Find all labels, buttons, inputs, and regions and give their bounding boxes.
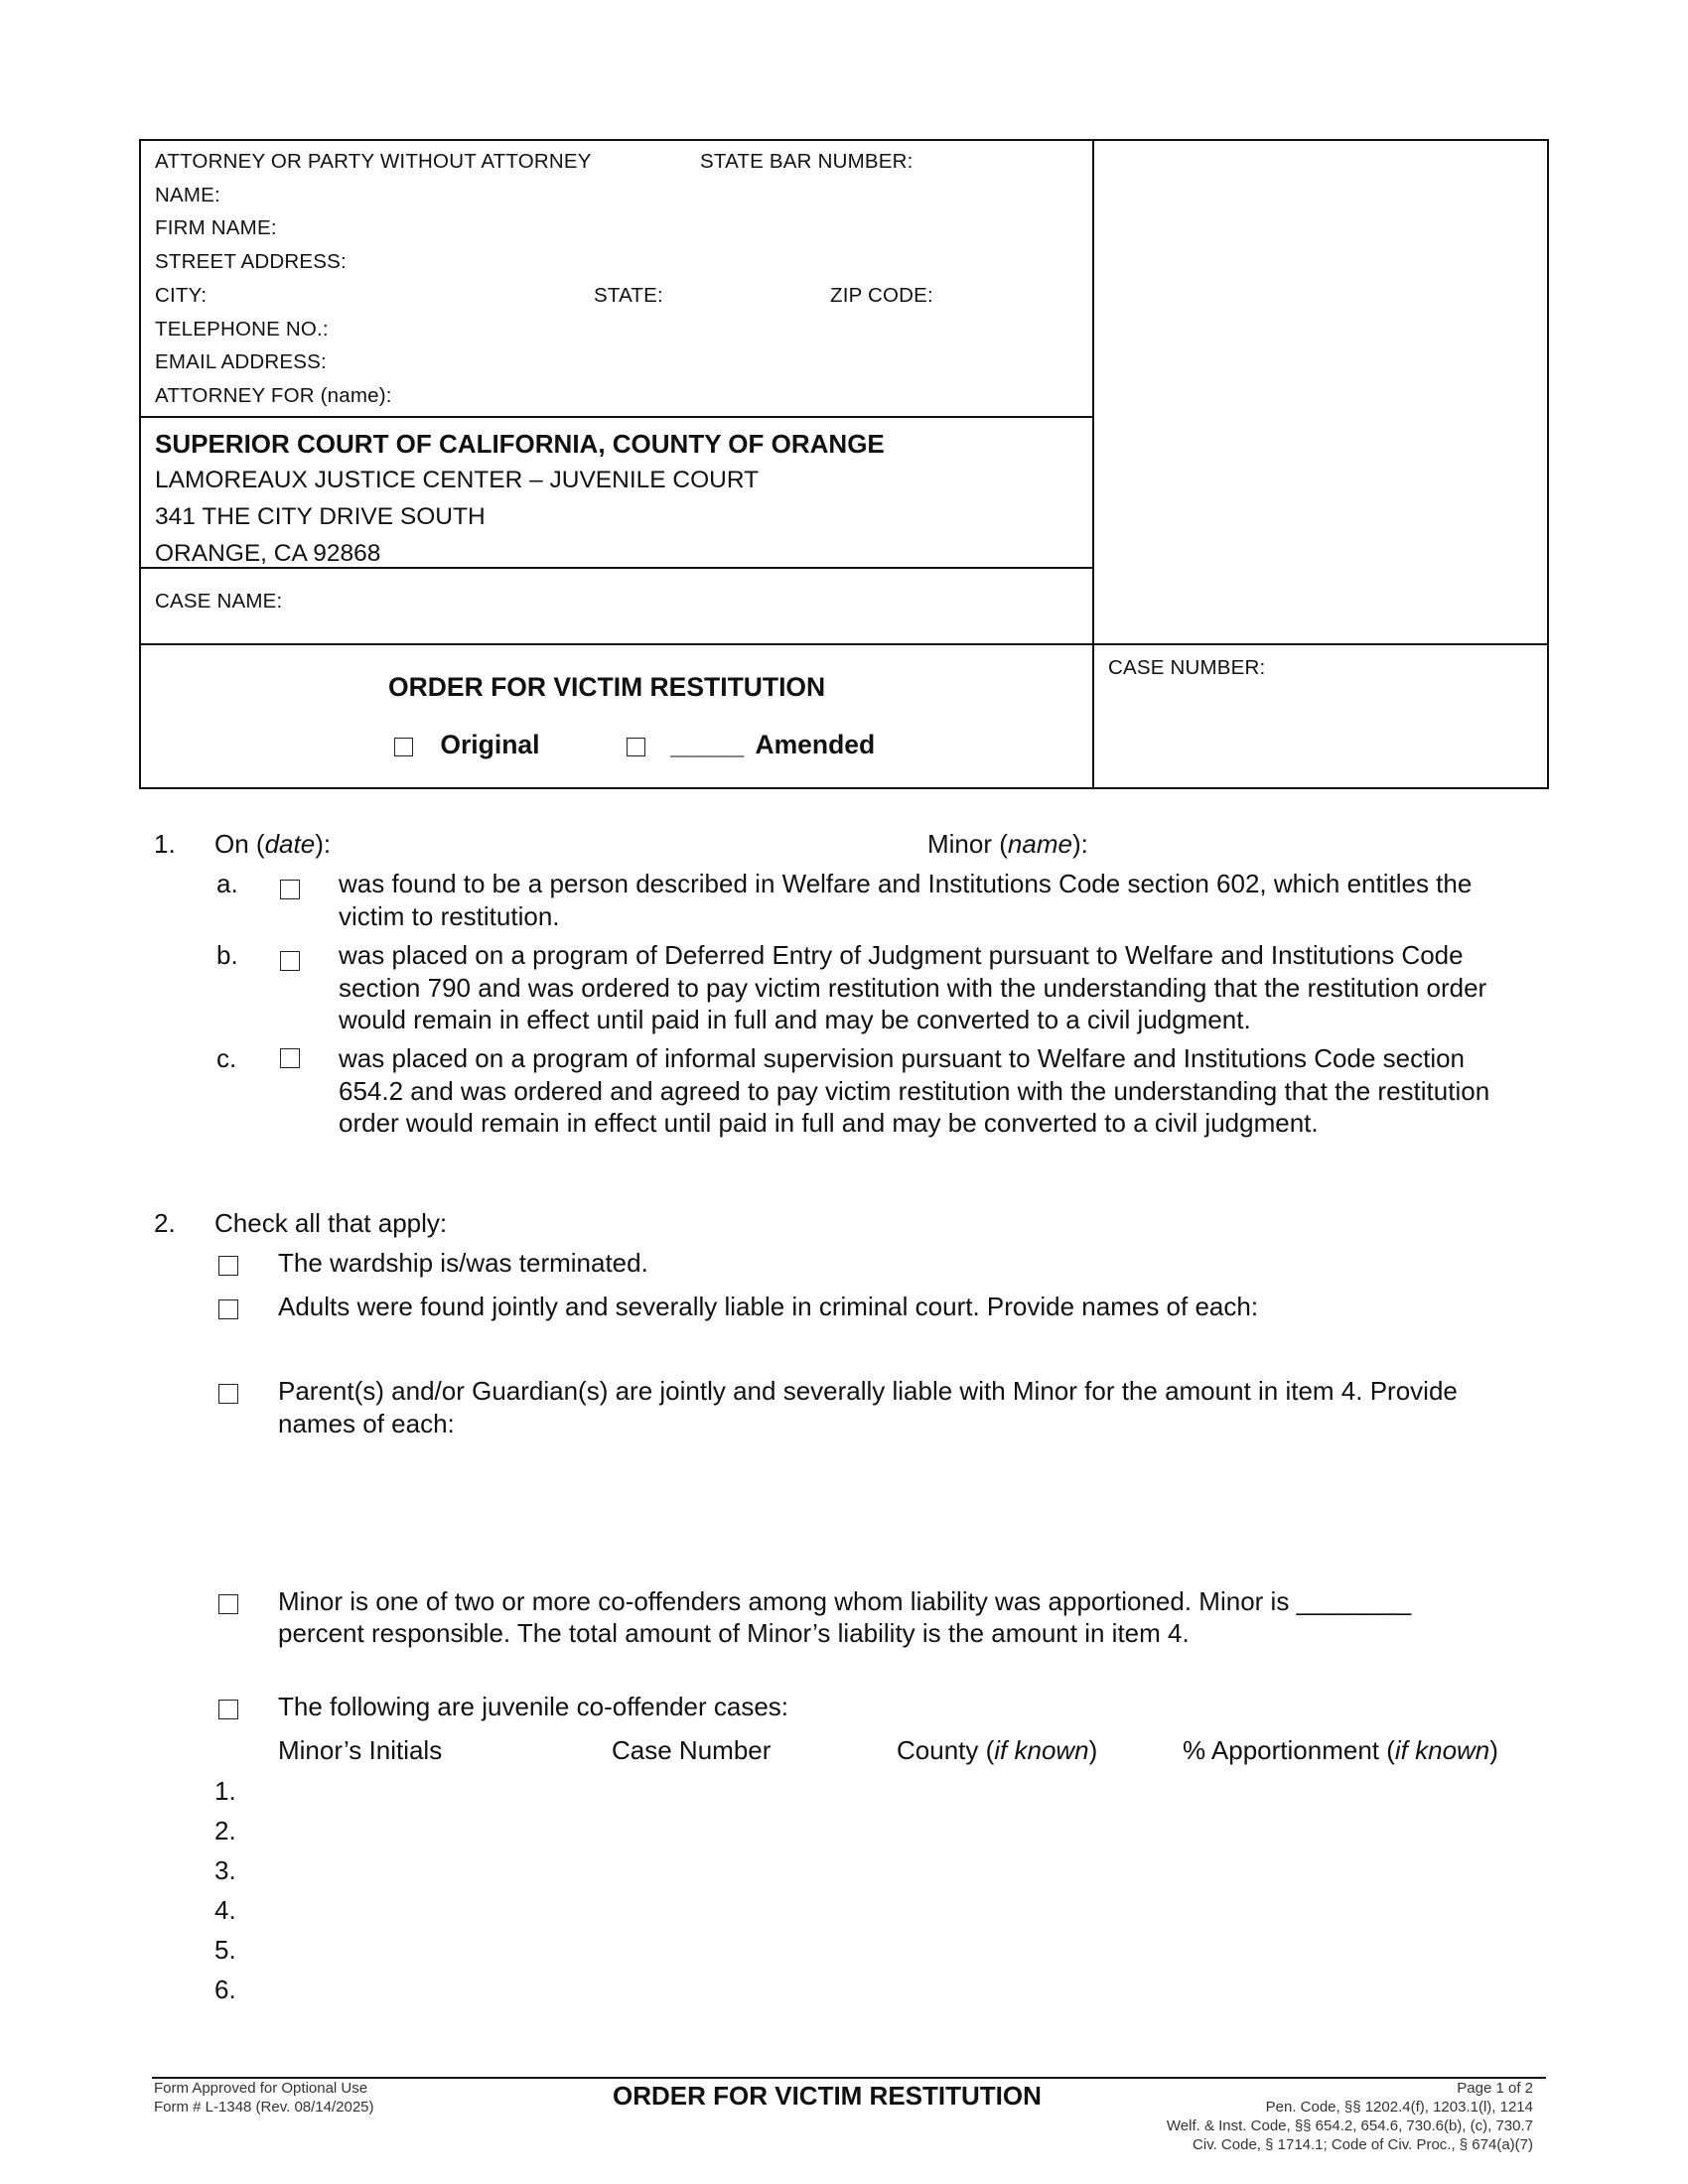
footer-page-number: Page 1 of 2 — [1457, 2080, 1533, 2097]
coffender-row: 5. — [214, 1935, 236, 1965]
item2-number: 2. — [154, 1208, 176, 1238]
col-minor-initials: Minor’s Initials — [278, 1735, 443, 1765]
coffender-row: 1. — [214, 1776, 236, 1806]
court-title: SUPERIOR COURT OF CALIFORNIA, COUNTY OF ORANGE — [155, 429, 885, 459]
juvenile-coffender-text: The following are juvenile co-offender cases: — [278, 1692, 789, 1721]
item1a-checkbox[interactable] — [280, 880, 300, 899]
adults-text: Adults were found jointly and severally liable in criminal court. Provide names of each: — [278, 1292, 1259, 1321]
case-number-label: CASE NUMBER: — [1108, 656, 1266, 679]
coffender-checkbox[interactable] — [218, 1594, 238, 1614]
name-label: NAME: — [155, 184, 220, 206]
item1b-checkbox[interactable] — [280, 951, 300, 971]
footer-citation-penal: Pen. Code, §§ 1202.4(f), 1203.1(l), 1214 — [1265, 2099, 1533, 2116]
percent-blank[interactable]: ________ — [1296, 1586, 1412, 1616]
footer-citation-civil: Civ. Code, § 1714.1; Code of Civ. Proc., § 674(a)(7) — [1193, 2136, 1533, 2153]
item1-date-label: On (date): — [214, 829, 332, 859]
court-street: 341 THE CITY DRIVE SOUTH — [155, 503, 486, 530]
item1b-letter: b. — [216, 940, 238, 970]
item1b-text: was placed on a program of Deferred Entry of Judgment pursuant to Welfare and Institutions Code section 790 and was ordered to pay victim restitution with the understanding that the restitution order would remain in effect until paid in full and may be converted to a civil judgment. — [339, 940, 1487, 1034]
wardship-checkbox[interactable] — [218, 1256, 238, 1276]
original-label: Original — [440, 730, 540, 759]
city-label: CITY: — [155, 284, 208, 307]
item1a-text: was found to be a person described in Welfare and Institutions Code section 602, which entitles the victim to restitution. — [339, 869, 1473, 931]
case-name-label: CASE NAME: — [155, 590, 283, 613]
court-location: LAMOREAUX JUSTICE CENTER – JUVENILE COURT — [155, 467, 760, 493]
wardship-text: The wardship is/was terminated. — [278, 1248, 648, 1278]
coffender-row: 3. — [214, 1855, 236, 1885]
zip-code-label: ZIP CODE: — [830, 284, 933, 307]
attorney-for-label: ATTORNEY FOR (name): — [155, 384, 392, 407]
firm-name-label: FIRM NAME: — [155, 216, 277, 239]
adults-checkbox[interactable] — [218, 1299, 238, 1319]
footer-approved: Form Approved for Optional Use — [154, 2080, 368, 2097]
form-title: ORDER FOR VICTIM RESTITUTION — [388, 672, 826, 702]
original-checkbox[interactable] — [394, 738, 413, 756]
parents-text: Parent(s) and/or Guardian(s) are jointly and severally liable with Minor for the amount in item 4. Provide names of each: — [278, 1376, 1458, 1438]
item1c-checkbox[interactable] — [280, 1048, 300, 1068]
caption-box — [139, 139, 1549, 789]
telephone-label: TELEPHONE NO.: — [155, 318, 329, 341]
col-county: County (if known) — [897, 1735, 1098, 1765]
caption-divider-attorney — [139, 416, 1094, 418]
coffender-text-line1: Minor is one of two or more co-offenders among whom liability was apportioned. Minor is ________ — [278, 1586, 1412, 1616]
col-apportionment: % Apportionment (if known) — [1183, 1735, 1498, 1765]
court-city: ORANGE, CA 92868 — [155, 540, 381, 567]
coffender-row: 2. — [214, 1816, 236, 1845]
item2-intro: Check all that apply: — [214, 1208, 448, 1238]
coffender-text-line2: percent responsible. The total amount of Minor’s liability is the amount in item 4. — [278, 1618, 1190, 1648]
state-bar-label: STATE BAR NUMBER: — [700, 150, 914, 173]
street-address-label: STREET ADDRESS: — [155, 250, 347, 273]
footer-citation-welfare: Welf. & Inst. Code, §§ 654.2, 654.6, 730.6(b), (c), 730.7 — [1166, 2117, 1533, 2134]
item1a-letter: a. — [216, 869, 238, 898]
coffender-row: 6. — [214, 1975, 236, 2004]
amended-option[interactable] — [627, 730, 875, 760]
attorney-label: ATTORNEY OR PARTY WITHOUT ATTORNEY — [155, 150, 592, 173]
email-label: EMAIL ADDRESS: — [155, 350, 327, 373]
parents-checkbox[interactable] — [218, 1384, 238, 1404]
original-option[interactable] — [394, 730, 540, 760]
caption-divider-case — [139, 643, 1549, 645]
amended-label: Amended — [755, 730, 876, 759]
caption-divider-vertical — [1092, 139, 1094, 789]
col-case-number: Case Number — [612, 1735, 772, 1765]
item1c-letter: c. — [216, 1043, 237, 1073]
footer-form-number: Form # L-1348 (Rev. 08/14/2025) — [154, 2099, 374, 2116]
juvenile-coffender-checkbox[interactable] — [218, 1700, 238, 1719]
state-label: STATE: — [594, 284, 663, 307]
amended-number-blank[interactable]: _____ — [670, 730, 745, 759]
item1-minor-name-label: Minor (name): — [927, 829, 1088, 859]
amended-checkbox[interactable] — [627, 738, 645, 756]
item1c-text: was placed on a program of informal supervision pursuant to Welfare and Institutions Code section 654.2 and was ordered and agreed to pay victim restitution with the understanding that the restitution order would remain in effect until paid in full and may be converted to a civil judgment. — [339, 1043, 1490, 1138]
coffender-row: 4. — [214, 1895, 236, 1925]
footer-title: ORDER FOR VICTIM RESTITUTION — [613, 2081, 1042, 2111]
item1-number: 1. — [154, 829, 176, 859]
